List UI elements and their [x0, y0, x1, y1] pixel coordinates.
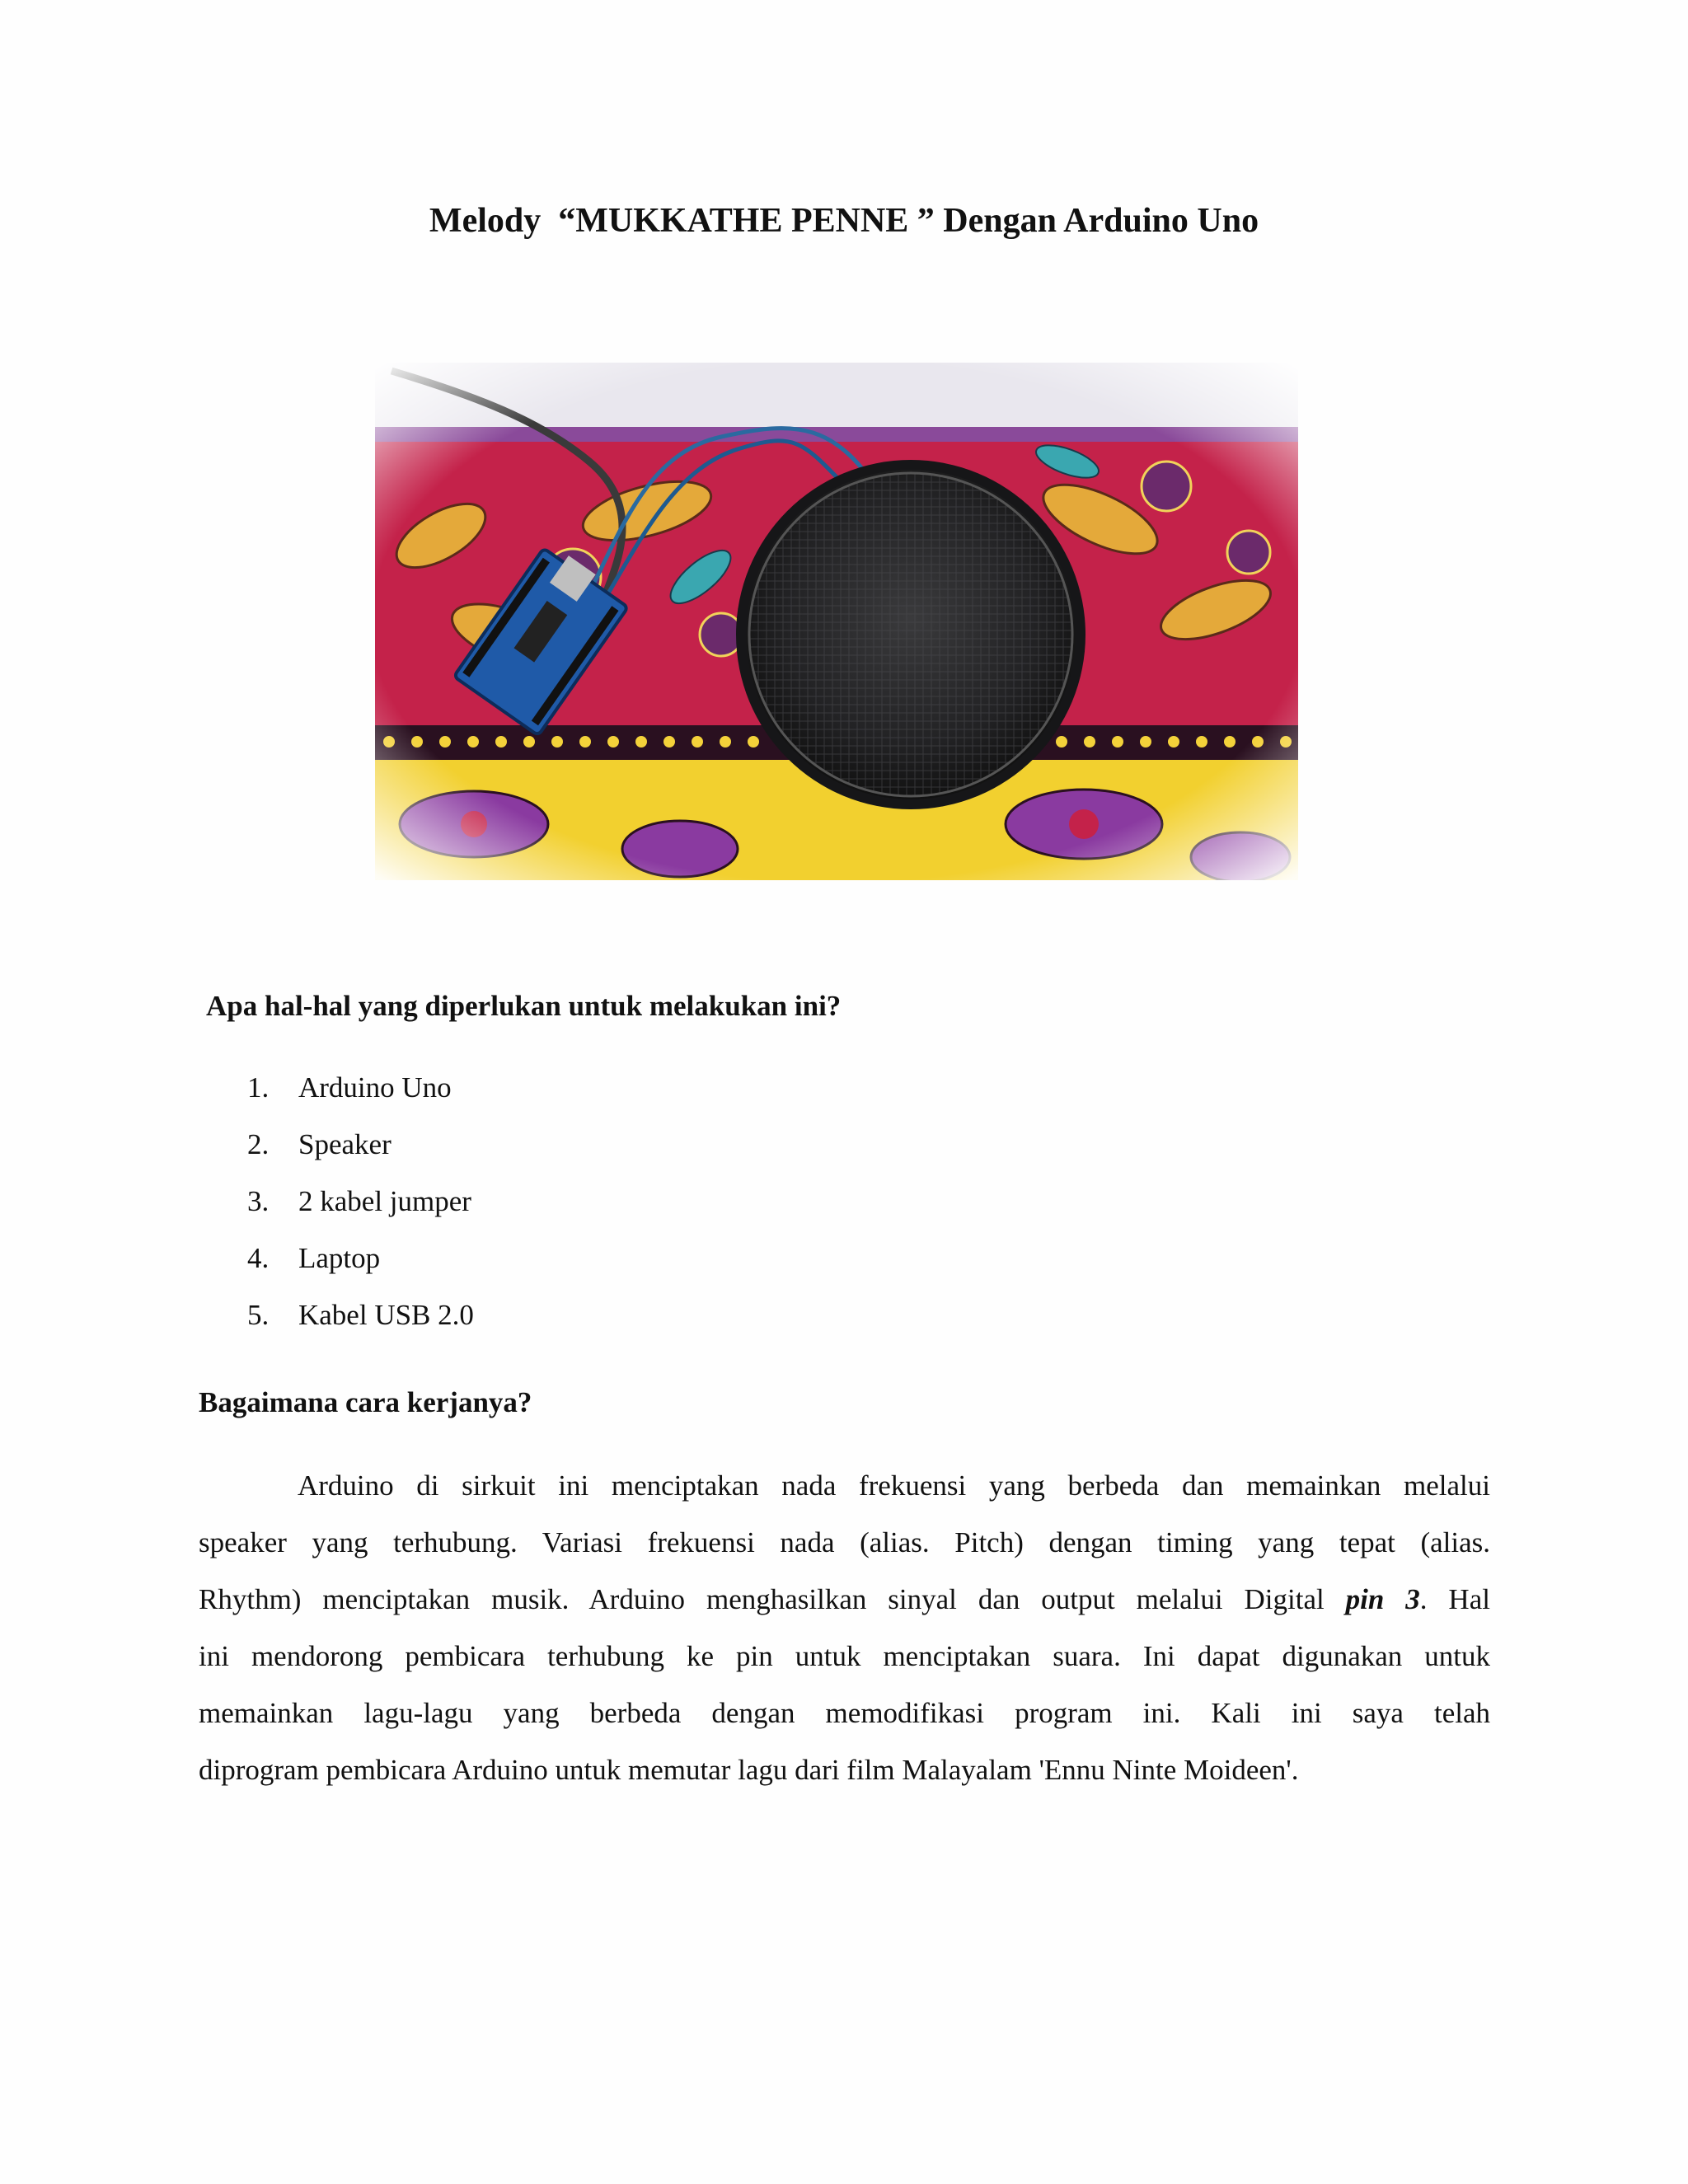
paragraph-line: memainkan lagu-lagu yang berbeda dengan memodifikasi program ini. Kali ini saya telah	[199, 1697, 1490, 1729]
paragraph-line: ini mendorong pembicara terhubung ke pin untuk menciptakan suara. Ini dapat digunakan untuk	[199, 1640, 1490, 1672]
paragraph-line: Arduino di sirkuit ini menciptakan nada frekuensi yang berbeda dan memainkan melalui	[298, 1469, 1490, 1502]
list-item: 1. Arduino Uno	[247, 1071, 452, 1104]
document-title: Melody “MUKKATHE PENNE ” Dengan Arduino Uno	[429, 202, 1259, 240]
explanation-paragraph	[199, 1465, 1490, 1807]
paragraph-line: Rhythm) menciptakan musik. Arduino menghasilkan sinyal dan output melalui Digital pin 3. Hal	[199, 1583, 1490, 1615]
how-heading: Bagaimana cara kerjanya?	[199, 1386, 532, 1418]
list-item: 4. Laptop	[247, 1242, 381, 1274]
list-item: 5. Kabel USB 2.0	[247, 1299, 474, 1331]
paragraph-line: speaker yang terhubung. Variasi frekuensi nada (alias. Pitch) dengan timing yang tepat (alias.	[199, 1526, 1490, 1558]
needs-heading: Apa hal-hal yang diperlukan untuk melakukan ini?	[206, 990, 842, 1022]
pin-emphasis: pin 3	[1345, 1583, 1420, 1615]
arduino-speaker-photo	[375, 363, 1298, 880]
needs-list	[247, 1067, 474, 1352]
list-item: 2. Speaker	[247, 1128, 392, 1160]
list-item: 3. 2 kabel jumper	[247, 1185, 471, 1217]
paragraph-line: diprogram pembicara Arduino untuk memutar lagu dari film Malayalam 'Ennu Ninte Moideen'.	[199, 1754, 1299, 1786]
